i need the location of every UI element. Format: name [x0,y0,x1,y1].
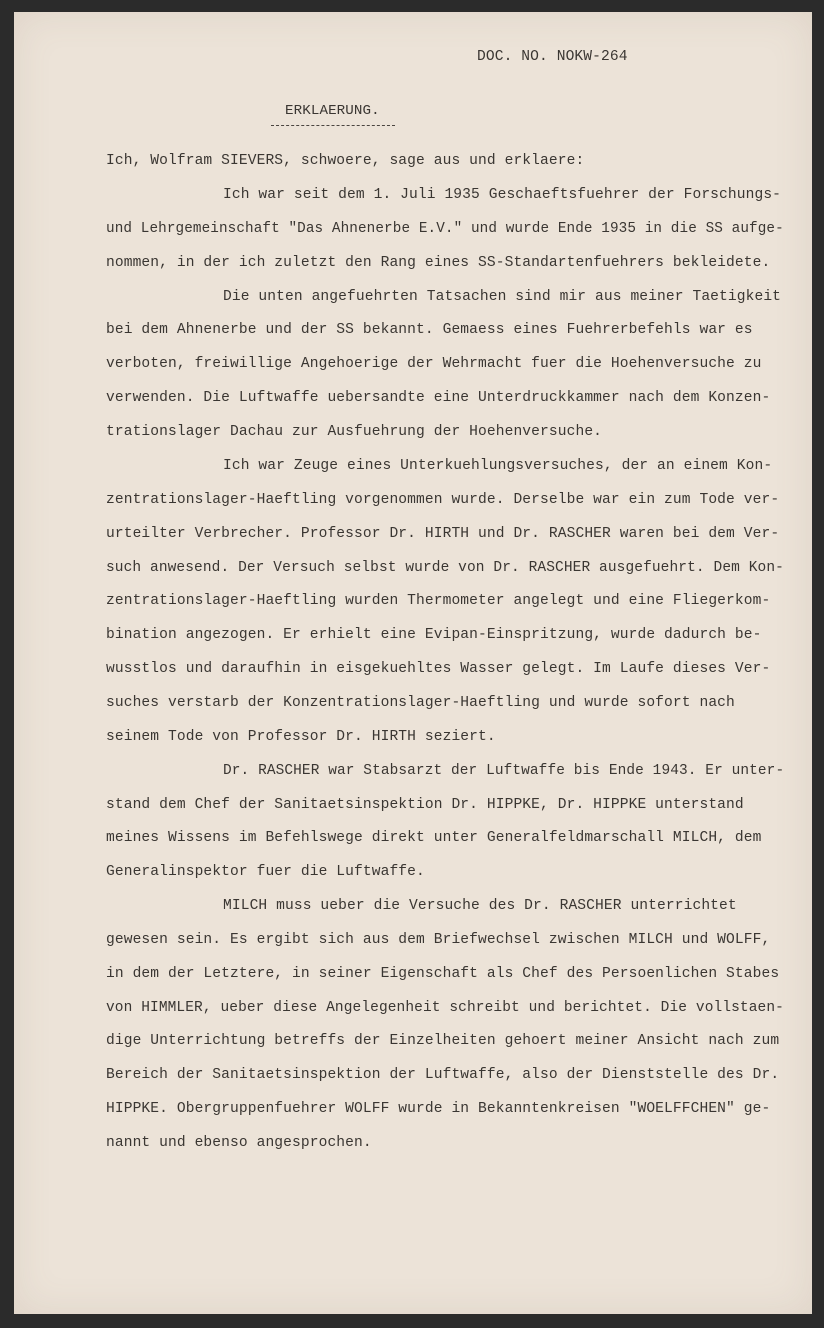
body-line: zentrationslager-Haeftling wurden Thermometer angelegt und eine Fliegerkom- [106,593,771,609]
body-line: trationslager Dachau zur Ausfuehrung der Hoehenversuche. [106,424,603,440]
body-line: Ich war seit dem 1. Juli 1935 Geschaeftsfuehrer der Forschungs- [223,187,782,203]
document-page [14,12,812,1314]
body-line: urteilter Verbrecher. Professor Dr. HIRTH und Dr. RASCHER waren bei dem Ver- [106,526,780,542]
body-line: gewesen sein. Es ergibt sich aus dem Briefwechsel zwischen MILCH und WOLFF, [106,932,771,948]
body-line: Generalinspektor fuer die Luftwaffe. [106,864,425,880]
body-line: zentrationslager-Haeftling vorgenommen wurde. Derselbe war ein zum Tode ver- [106,492,780,508]
body-line: such anwesend. Der Versuch selbst wurde von Dr. RASCHER ausgefuehrt. Dem Kon- [106,560,784,576]
body-line: Ich war Zeuge eines Unterkuehlungsversuches, der an einem Kon- [223,458,773,474]
body-line: seinem Tode von Professor Dr. HIRTH seziert. [106,729,496,745]
body-line: suches verstarb der Konzentrationslager-Haeftling und wurde sofort nach [106,695,735,711]
document-number: DOC. NO. NOKW-264 [477,49,628,65]
body-line: von HIMMLER, ueber diese Angelegenheit schreibt und berichtet. Die vollstaen- [106,1000,784,1016]
body-line: verwenden. Die Luftwaffe uebersandte eine Unterdruckkammer nach dem Konzen- [106,390,771,406]
body-line: stand dem Chef der Sanitaetsinspektion Dr. HIPPKE, Dr. HIPPKE unterstand [106,797,744,813]
document-title: ERKLAERUNG. [285,103,380,119]
body-line: Dr. RASCHER war Stabsarzt der Luftwaffe bis Ende 1943. Er unter- [223,763,785,779]
body-line: Bereich der Sanitaetsinspektion der Luftwaffe, also der Dienststelle des Dr. [106,1067,780,1083]
body-line: bination angezogen. Er erhielt eine Evipan-Einspritzung, wurde dadurch be- [106,627,762,643]
body-line: verboten, freiwillige Angehoerige der Wehrmacht fuer die Hoehenversuche zu [106,356,762,372]
body-line: in dem der Letztere, in seiner Eigenschaft als Chef des Persoenlichen Stabes [106,966,780,982]
body-line: dige Unterrichtung betreffs der Einzelheiten gehoert meiner Ansicht nach zum [106,1033,780,1049]
body-line: meines Wissens im Befehlswege direkt unter Generalfeldmarschall MILCH, dem [106,830,762,846]
body-line: nannt und ebenso angesprochen. [106,1135,372,1151]
body-line: nommen, in der ich zuletzt den Rang eines SS-Standartenfuehrers bekleidete. [106,255,771,271]
body-line: MILCH muss ueber die Versuche des Dr. RASCHER unterrichtet [223,898,737,914]
title-underline [271,125,395,126]
body-line: Die unten angefuehrten Tatsachen sind mir aus meiner Taetigkeit [223,289,782,305]
body-line: und Lehrgemeinschaft "Das Ahnenerbe E.V." und wurde Ende 1935 in die SS aufge- [106,221,784,237]
body-line: HIPPKE. Obergruppenfuehrer WOLFF wurde in Bekanntenkreisen "WOELFFCHEN" ge- [106,1101,771,1117]
body-line: wusstlos und daraufhin in eisgekuehltes Wasser gelegt. Im Laufe dieses Ver- [106,661,771,677]
body-line: bei dem Ahnenerbe und der SS bekannt. Gemaess eines Fuehrerbefehls war es [106,322,753,338]
body-line: Ich, Wolfram SIEVERS, schwoere, sage aus und erklaere: [106,153,585,169]
